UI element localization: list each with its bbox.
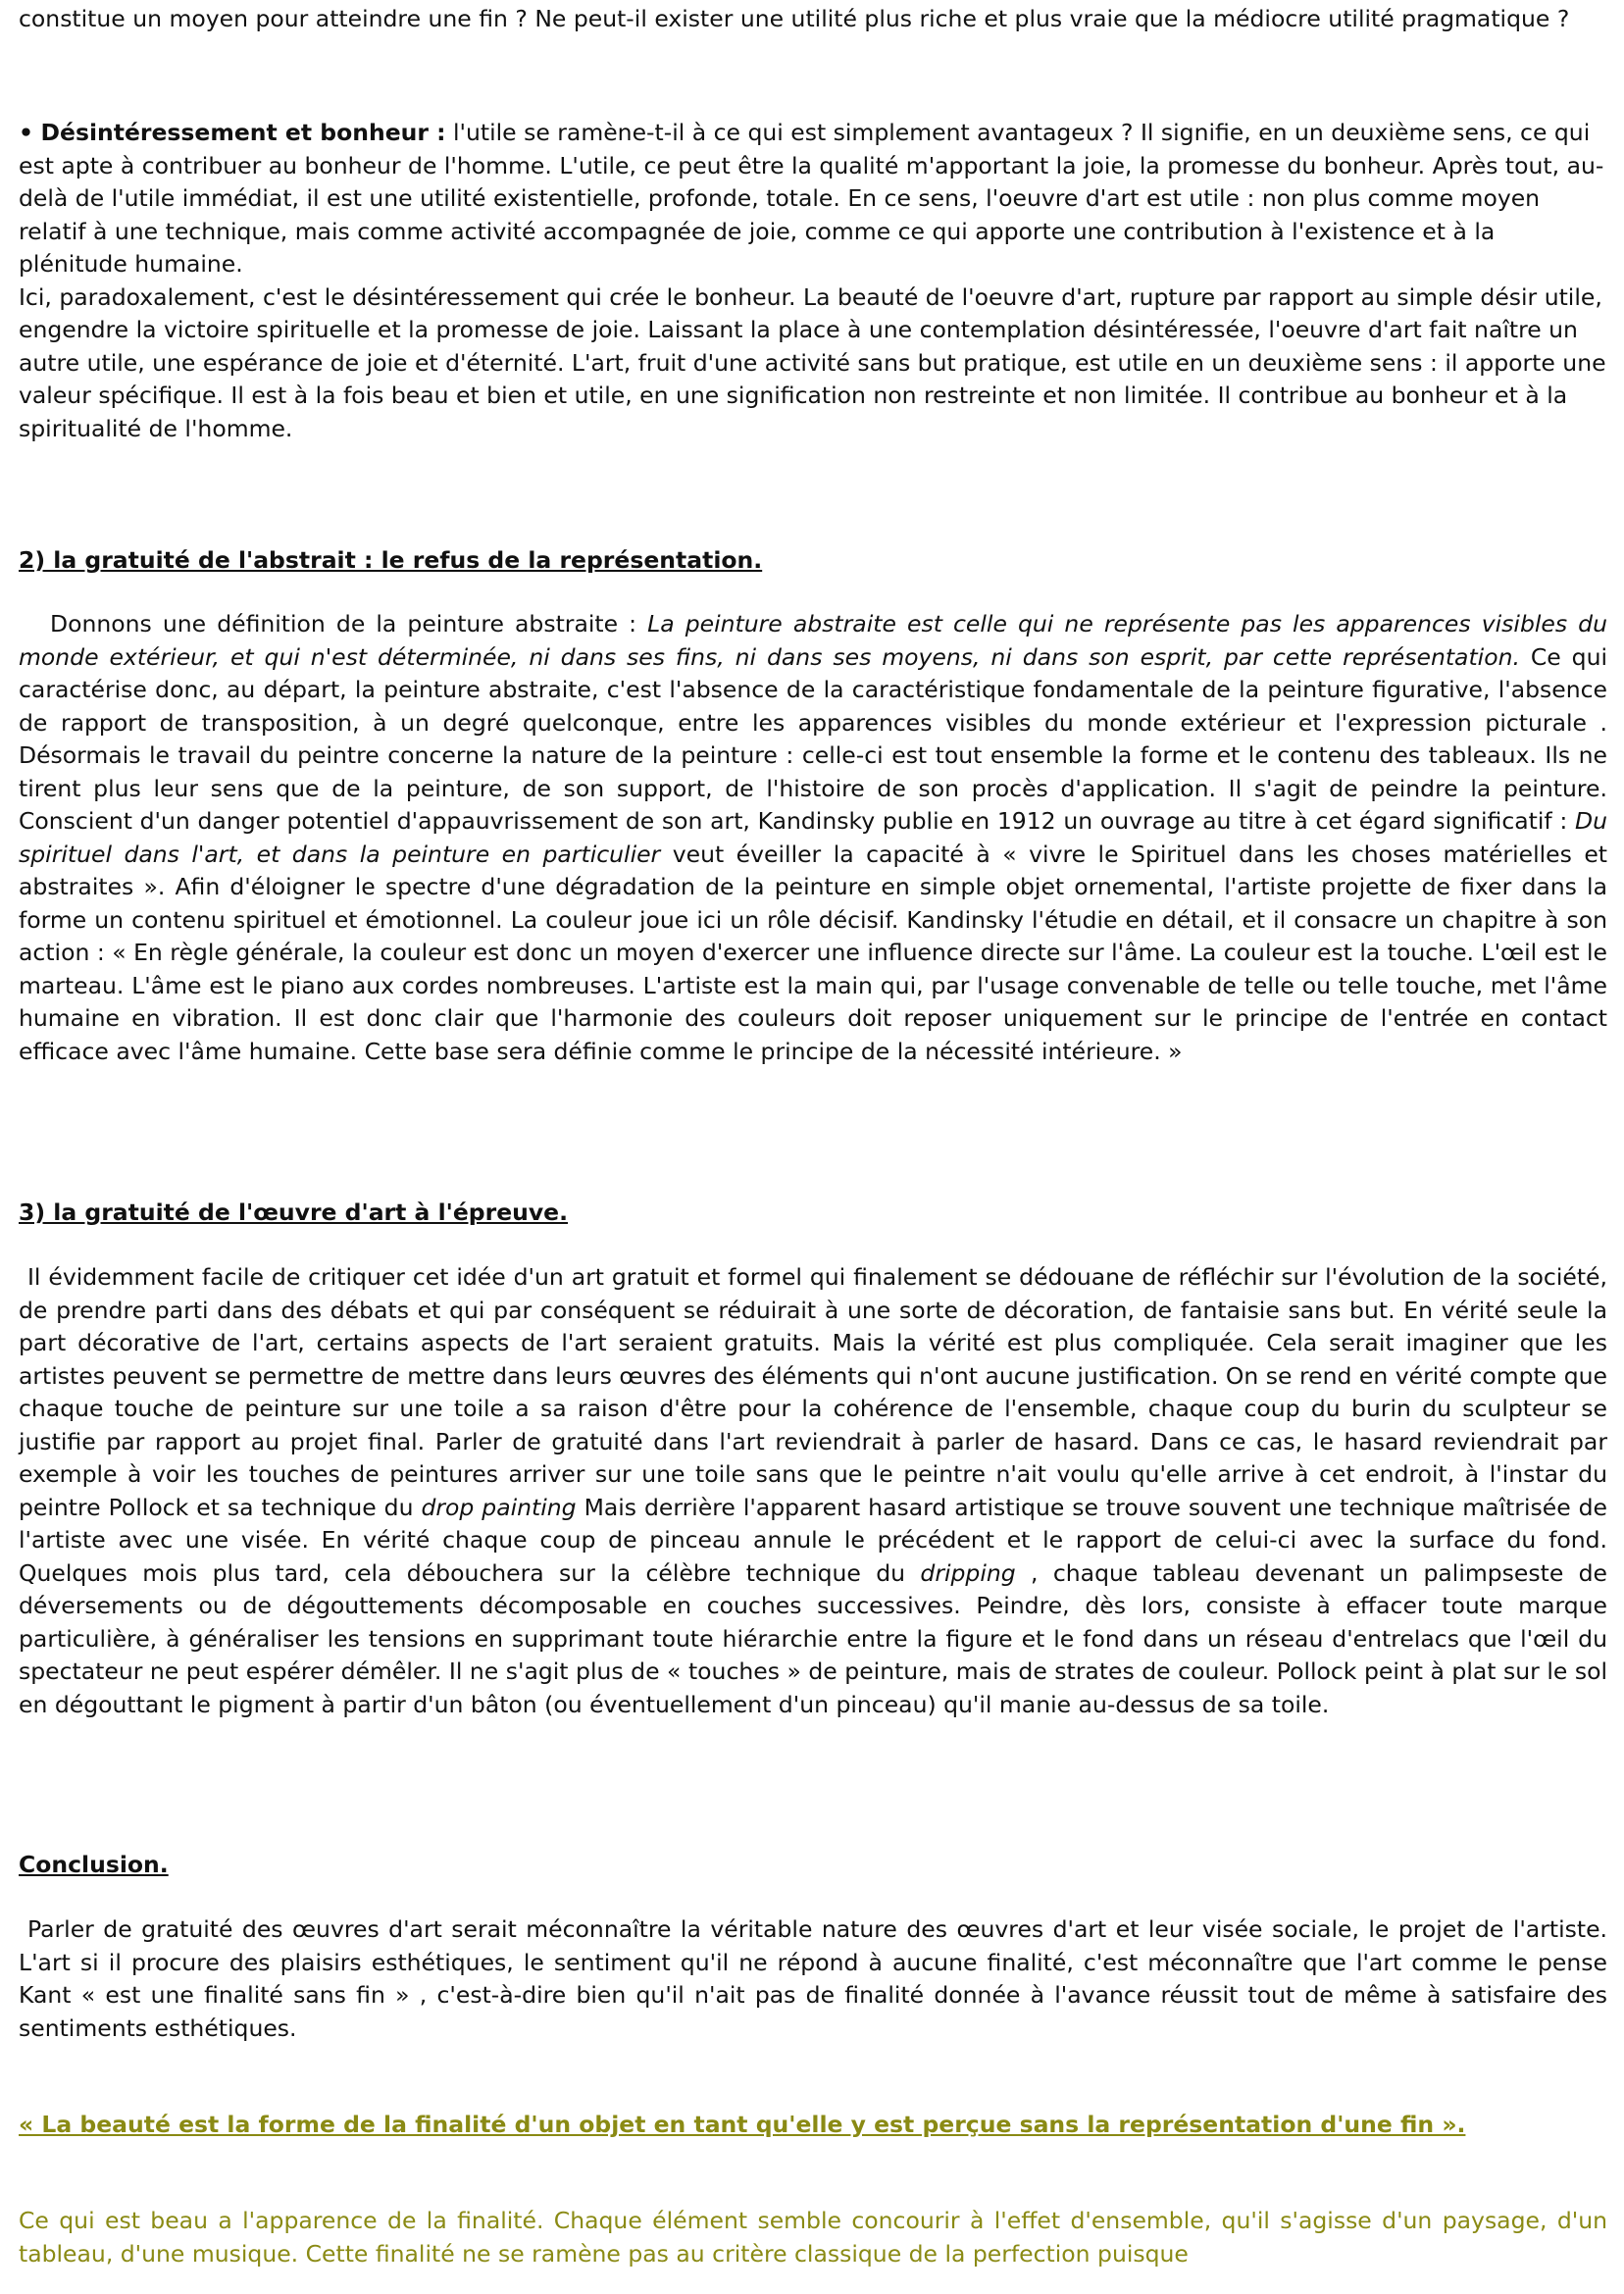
paragraph-lead: Désintéressement et bonheur : xyxy=(40,119,446,146)
paragraph-text: Il évidemment facile de critiquer cet idée d'un art gratuit et formel qui finalement se dédouane de réfléchir sur l'évolution de la société, de prendre parti dans des débats et qui par conséquent se réduirait à une sorte de décoration, de fantaisie sans but. En vérité seule la part décorative de l'art, certains aspects de l'art seraient gratuits. Mais la vérité est plus compliquée. Cela serait imaginer que les artistes peuvent se permettre de mettre dans leurs œuvres des éléments qui n'ont aucune justification. On se rend en vérité compte que chaque touche de peinture sur une toile a sa raison d'être pour la cohérence de l'ensemble, chaque coup du burin du sculpteur se justifie par rapport au projet final. Parler de gratuité dans l'art reviendrait à parler de hasard. Dans ce cas, le hasard reviendrait par exemple à voir les touches de peintures arriver sur une toile sans que le peintre n'ait voulu qu'elle arrive à cet endroit, à l'instar du peintre Pollock et sa technique du xyxy=(19,1263,1607,1521)
paragraph-desinteressement-bonheur xyxy=(19,117,1607,445)
paragraph-peinture-abstraite xyxy=(19,608,1607,1068)
section-heading-3: 3) la gratuité de l'œuvre d'art à l'épreuve. xyxy=(19,1198,569,1226)
conclusion-heading: Conclusion. xyxy=(19,1851,169,1878)
section-heading-2: 2) la gratuité de l'abstrait : le refus de la représentation. xyxy=(19,546,763,574)
paragraph-intro-end: constitue un moyen pour atteindre une fin ? Ne peut-il exister une utilité plus riche et plus vraie que la médiocre utilité pragmatique ? xyxy=(19,5,1570,32)
term-italic: drop painting xyxy=(421,1493,577,1521)
book-title-italic: Du spirituel dans l'art, et dans la peinture en particulier xyxy=(19,807,1607,868)
paragraph-text: Mais derrière l'apparent hasard artistique se trouve souvent une technique maîtrisée de l'artiste avec une visée. En vérité chaque coup de pinceau annule le précédent et le rapport de celui-ci avec la surface du fond. Quelques mois plus tard, cela débouchera sur la célèbre technique du xyxy=(19,1493,1608,1587)
term-italic: dripping xyxy=(920,1558,1016,1587)
paragraph-text: Ce qui caractérise donc, au départ, la peinture abstraite, c'est l'absence de la caractéristique fondamentale de la peinture figurative, l'absence de rapport de transposition, à un degré quelconque, entre les apparences visibles du monde extérieur et l'expression picturale . Désormais le travail du peintre concerne la nature de la peinture : celle-ci est tout ensemble la forme et le contenu des tableaux. Ils ne tirent plus leur sens que de la peinture, de son support, de l'histoire de son procès d'application. Il s'agit de peindre la peinture. Conscient d'un danger potentiel d'appauvrissement de son art, Kandinsky publie en 1912 un ouvrage au titre à cet égard significatif : xyxy=(19,642,1607,835)
paragraph-text: l'utile se ramène-t-il à ce qui est simplement avantageux ? Il signifie, en un deuxième sens, ce qui est apte à contribuer au bonheur de l'homme. L'utile, ce peut être la qualité m'apportant la joie, la promesse du bonheur. Après tout, au-delà de l'utile immédiat, il est une utilité existentielle, profonde, totale. En ce sens, l'oeuvre d'art est utile : non plus comme moyen relatif à une technique, mais comme activité accompagnée de joie, comme ce qui apporte une contribution à l'existence et à la plénitude humaine. xyxy=(19,119,1604,278)
bullet-icon: • xyxy=(19,119,34,146)
kant-quote-heading: « La beauté est la forme de la finalité d'un objet en tant qu'elle y est perçue sans la représentation d'une fin ». xyxy=(19,2111,1466,2138)
paragraph-final: Ce qui est beau a l'apparence de la finalité. Chaque élément semble concourir à l'effet d'ensemble, qu'il s'agisse d'un paysage, d'un tableau, d'une musique. Cette finalité ne se ramène pas au critère classique de la perfection puisque xyxy=(19,2207,1607,2268)
paragraph-conclusion: Parler de gratuité des œuvres d'art serait méconnaître la véritable nature des œuvres d'art et leur visée sociale, le projet de l'artiste. L'art si il procure des plaisirs esthétiques, le sentiment qu'il ne répond à aucune finalité, c'est méconnaître que l'art comme le pense Kant « est une finalité sans fin » , c'est-à-dire bien qu'il n'ait pas de finalité donnée à l'avance réussit tout de même à satisfaire des sentiments esthétiques. xyxy=(19,1915,1607,2042)
paragraph-text: , chaque tableau devenant un palimpseste de déversements ou de dégouttements décomposable en couches successives. Peindre, dès lors, consiste à effacer toute marque particulière, à généraliser les tensions en supprimant toute hiérarchie entre la figure et le fond dans un réseau d'entrelacs que l'œil du spectateur ne peut espérer démêler. Il ne s'agit plus de « touches » de peinture, mais de strates de couleur. Pollock peint à plat sur le sol en dégouttant le pigment à partir d'un bâton (ou éventuellement d'un pinceau) qu'il manie au-dessus de sa toile. xyxy=(19,1558,1608,1718)
paragraph-text-2: Ici, paradoxalement, c'est le désintéressement qui crée le bonheur. La beauté de l'oeuvre d'art, rupture par rapport au simple désir utile, engendre la victoire spirituelle et la promesse de joie. Laissant la place à une contemplation désintéressée, l'oeuvre d'art fait naître un autre utile, une espérance de joie et d'éternité. L'art, fruit d'une activité sans but pratique, est utile en un deuxième sens : il apporte une valeur spécifique. Il est à la fois beau et bien et utile, en une signification non restreinte et non limitée. Il contribue au bonheur et à la spiritualité de l'homme. xyxy=(19,282,1606,442)
paragraph-oeuvre-epreuve xyxy=(19,1261,1607,1721)
paragraph-text: Donnons une définition de la peinture abstraite : xyxy=(50,610,648,637)
definition-italic: La peinture abstraite est celle qui ne représente pas les apparences visibles du monde extérieur, et qui n'est déterminée, ni dans ses fins, ni dans ses moyens, ni dans son esprit, par cette représentation. xyxy=(19,610,1607,671)
paragraph-text: veut éveiller la capacité à « vivre le Spirituel dans les choses matérielles et abstraites ». Afin d'éloigner le spectre d'une dégradation de la peinture en simple objet ornemental, l'artiste projette de fixer dans la forme un contenu spirituel et émotionnel. La couleur joue ici un rôle décisif. Kandinsky l'étudie en détail, et il consacre un chapitre à son action : « En règle générale, la couleur est donc un moyen d'exercer une influence directe sur l'âme. La couleur est la touche. L'œil est le marteau. L'âme est le piano aux cordes nombreuses. L'artiste est la main qui, par l'usage convenable de telle ou telle touche, met l'âme humaine en vibration. Il est donc clair que l'harmonie des couleurs doit reposer uniquement sur le principe de l'entrée en contact efficace avec l'âme humaine. Cette base sera définie comme le principe de la nécessité intérieure. » xyxy=(19,840,1607,1065)
